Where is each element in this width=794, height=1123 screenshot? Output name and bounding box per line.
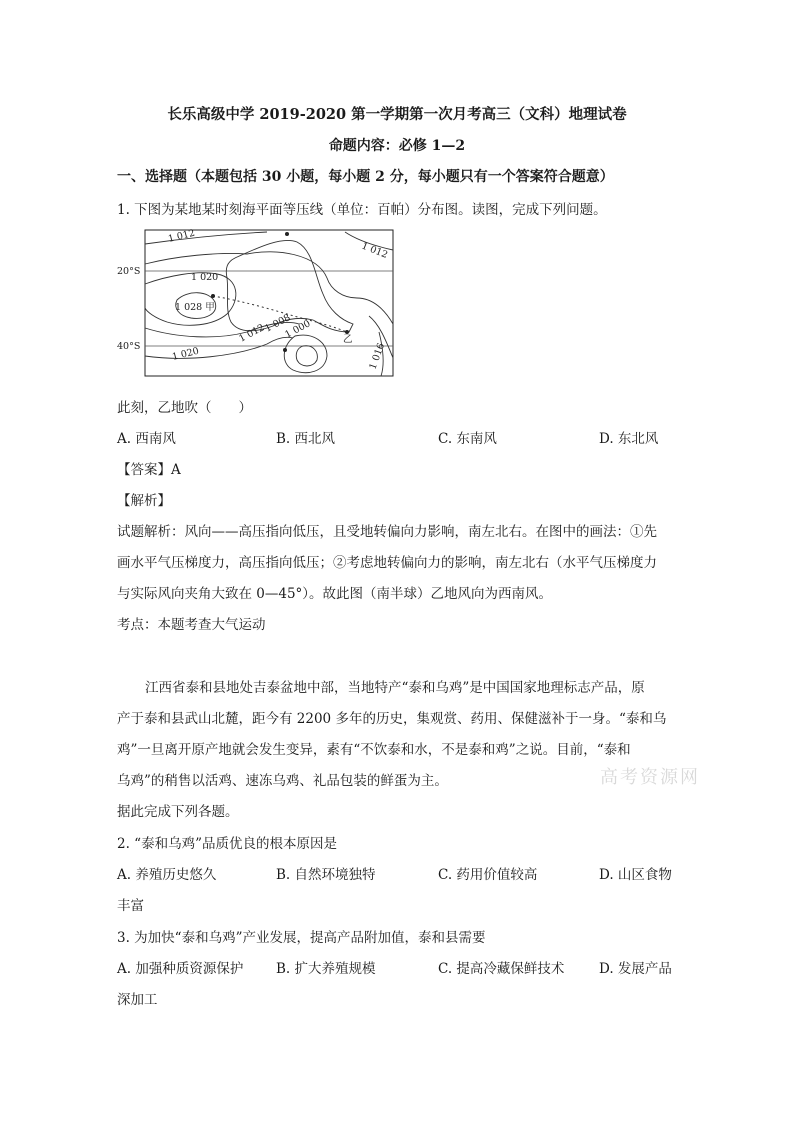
isobar-label: 1 020 <box>191 272 219 283</box>
point-marker <box>283 348 287 352</box>
passage-line: 乌鸡”的稍售以活鸡、速冻乌鸡、礼品包装的鲜蛋为主。 <box>117 773 448 789</box>
q1-stem: 1. 下图为某地某时刻海平面等压线（单位：百帕）分布图。读图，完成下列问题。 <box>117 202 607 218</box>
q1-analysis-line: 画水平气压梯度力，高压指向低压；②考虑地转偏向力的影响，南左北右（水平气压梯度力 <box>117 555 657 571</box>
point-marker <box>285 232 289 236</box>
q1-option-c[interactable]: C. 东南风 <box>438 431 497 447</box>
isobar <box>296 346 317 366</box>
lat-label-20s: 20°S <box>117 266 141 277</box>
isobar <box>145 252 393 324</box>
q1-analysis-line: 与实际风向夹角大致在 0—45°）。故此图（南半球）乙地风向为西南风。 <box>117 586 553 602</box>
lat-label-40s: 40°S <box>117 341 141 352</box>
q3-option-a[interactable]: A. 加强种质资源保护 <box>117 961 244 977</box>
section-heading: 一、选择题（本题包括 30 小题，每小题 2 分，每小题只有一个答案符合题意） <box>117 169 614 185</box>
isobar-label: 1 028 甲 <box>175 302 215 313</box>
q1-option-a[interactable]: A. 西南风 <box>117 431 176 447</box>
q1-answer: 【答案】A <box>117 462 181 478</box>
q2-option-b[interactable]: B. 自然环境独特 <box>276 867 376 883</box>
q2-option-d-wrap: 丰富 <box>117 898 144 914</box>
exam-title: 长乐高级中学 2019-2020 第一学期第一次月考高三（文科）地理试卷 <box>167 106 627 123</box>
q3-option-b[interactable]: B. 扩大养殖规模 <box>276 961 376 977</box>
isobar <box>145 232 267 244</box>
q1-question: 此刻，乙地吹（ ） <box>117 400 252 416</box>
point-label-yi: 乙 <box>343 334 353 345</box>
passage-line: 江西省泰和县地处吉泰盆地中部，当地特产“泰和乌鸡”是中国国家地理标志产品，原 <box>145 680 645 696</box>
isobar-label: 1 020 <box>171 345 201 363</box>
exam-subtitle: 命题内容：必修 1—2 <box>328 138 466 154</box>
isobar-label: 1 008 <box>263 312 293 335</box>
isobar-label: 1 000 <box>283 318 313 341</box>
q1-analysis-line: 试题解析：风向——高压指向低压，且受地转偏向力影响，南左北右。在图中的画法：①先 <box>117 524 657 540</box>
isobar <box>145 337 293 358</box>
isobar-label: 1 016 <box>367 341 388 372</box>
q2-option-a[interactable]: A. 养殖历史悠久 <box>117 867 217 883</box>
isobar <box>284 335 327 373</box>
q3-option-c[interactable]: C. 提高冷藏保鲜技术 <box>438 961 565 977</box>
isobar-label: 1 012 <box>237 322 267 345</box>
q3-option-d[interactable]: D. 发展产品 <box>599 961 672 977</box>
q2-option-c[interactable]: C. 药用价值较高 <box>438 867 538 883</box>
passage-instruction: 据此完成下列各题。 <box>117 804 239 820</box>
isobar-label: 1 012 <box>359 240 390 261</box>
passage-line: 鸡”一旦离开原产地就会发生变异，素有“不饮泰和水，不是泰和鸡”之说。目前，“泰和 <box>117 742 631 758</box>
passage-line: 产于泰和县武山北麓，距今有 2200 多年的历史，集观赏、药用、保健滋补于一身。“泰和乌 <box>117 711 667 727</box>
q1-option-b[interactable]: B. 西北风 <box>276 431 336 447</box>
q2-stem: 2. “泰和乌鸡”品质优良的根本原因是 <box>117 836 337 852</box>
q1-option-d[interactable]: D. 东北风 <box>599 431 659 447</box>
q1-analysis-label: 【解析】 <box>117 493 171 509</box>
q2-option-d[interactable]: D. 山区食物 <box>599 867 672 883</box>
q3-option-d-wrap: 深加工 <box>117 992 158 1008</box>
watermark: 高考资源网 <box>600 767 700 788</box>
point-jia <box>211 294 215 298</box>
q3-stem: 3. 为加快“泰和乌鸡”产业发展，提高产品附加值，泰和县需要 <box>117 930 486 946</box>
q1-point: 考点：本题考查大气运动 <box>117 617 266 633</box>
isobar-map <box>117 228 397 380</box>
isobar-label: 1 012 <box>167 228 197 245</box>
